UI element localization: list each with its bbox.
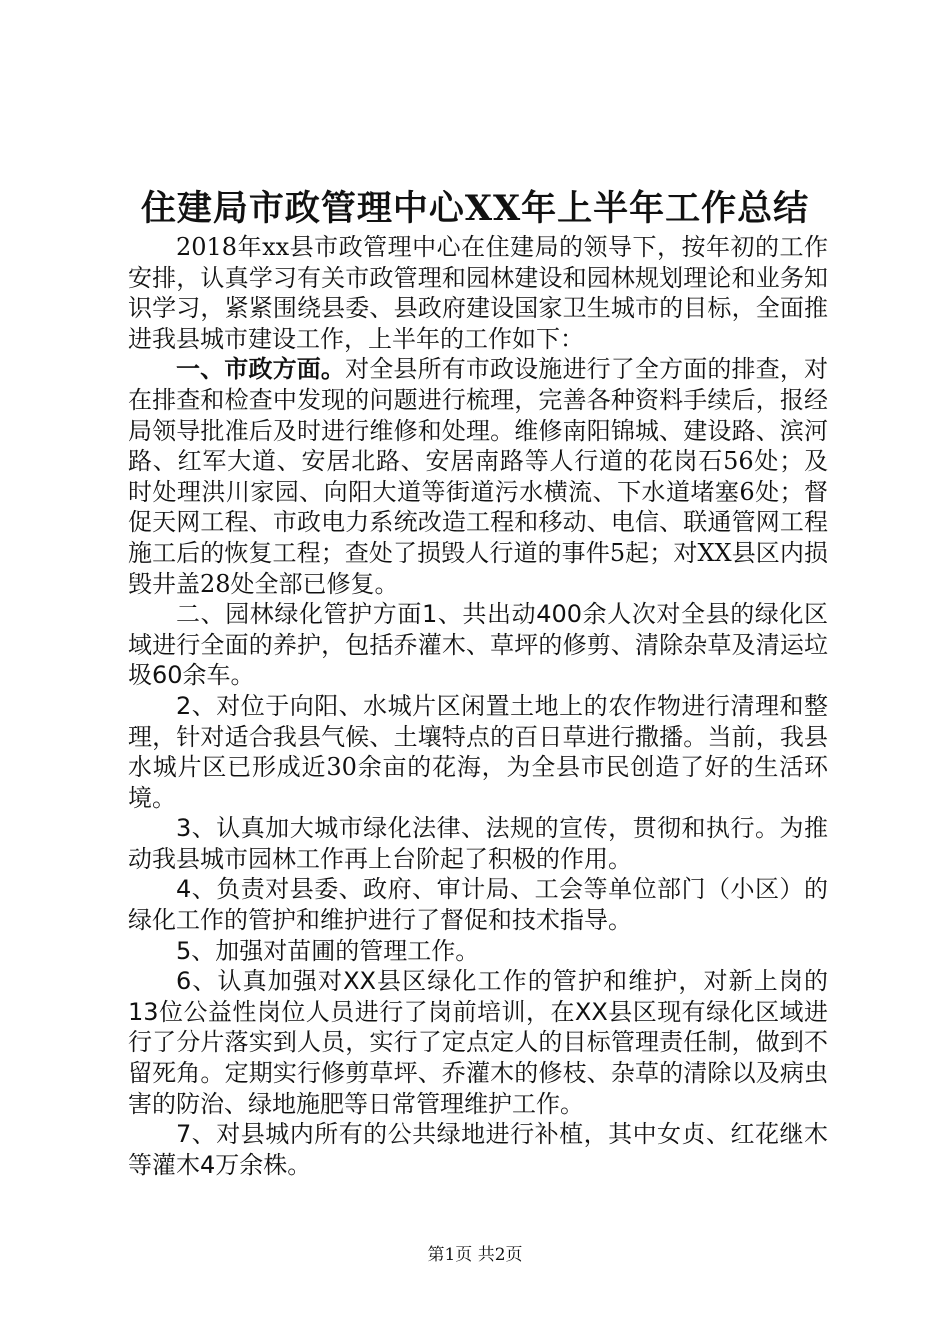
- greening-item-6-paragraph: [128, 966, 828, 1119]
- greening-item-6-lead: 6、认真加强对XX县区绿化工作的管护和维护，对新上岗的13位公益性岗位人员进行了岗前培训，在XX县区现有绿化区域进行了分片落实到人员，实行了定点定人的目标管理责任制，做到不留死角。: [128, 967, 828, 1088]
- greening-item-5-text: 5、加强对苗圃的管理工作。: [176, 936, 480, 965]
- greening-item-5-paragraph: [128, 936, 828, 967]
- greening-item-2-text: 当前，我县水城片区已形成近30余亩的花海，为全县市民创造了好的生活环境。: [128, 722, 829, 812]
- intro-text: 2018年xx县市政管理中心在住建局的领导下，按年初的工作安排，认真学习有关市政管理和园林建设和园林规划理论和业务知识学习，紧紧围绕县委、县政府建设国家卫生城市的目标，全面推进我县城市建设工作，上半年的工作如下：: [128, 233, 828, 353]
- greening-item-6-text: 定期实行修剪草坪、乔灌木的修枝、杂草的清除以及病虫害的防治、绿地施肥等日常管理维护工作。: [128, 1059, 829, 1118]
- page-number-footer: 第1页 共2页: [427, 1245, 523, 1265]
- document-body: [128, 232, 828, 1180]
- greening-item-4-paragraph: [128, 874, 828, 935]
- greening-item-2-lead: 2、对位于向阳、水城片区闲置土地上的农作物进行清理和整理，针对适合我县气候、土壤特点的百日草进行撒播。: [128, 691, 828, 751]
- municipal-section-paragraph: [128, 354, 828, 599]
- greening-item-4-text: 4、负责对县委、政府、审计局、工会等单位部门（小区）的绿化工作的管护和维护进行了督促和技术指导。: [128, 875, 828, 935]
- intro-paragraph: [128, 232, 828, 354]
- municipal-section-text: 对全县所有市政设施进行了全方面的排查，对在排查和检查中发现的问题进行梳理，完善各种资料手续后，报经局领导批准后及时进行维修和处理。维修南阳锦城、建设路、滨河路、红军大道、安居北路、安居南路等人行道的花岗石56处；及时处理洪川家园、向阳大道等街道污水横流、下水道堵塞6处；督促天网工程、市政电力系统改造工程和移动、电信、联通管网工程施工后的恢复工程；查处了损毁人行道的事件5起；对XX县区内损毁井盖28处全部已修复。: [128, 355, 828, 598]
- municipal-section-heading: 一、市政方面。: [176, 355, 346, 384]
- greening-item-3-text: 为推动我县城市园林工作再上台阶起了积极的作用。: [128, 814, 828, 873]
- greening-item-2-paragraph: [128, 691, 828, 813]
- greening-item-1-paragraph: [128, 599, 828, 691]
- greening-item-3-paragraph: [128, 813, 828, 874]
- greening-item-3-lead: 3、认真加大城市绿化法律、法规的宣传，贯彻和执行。: [176, 814, 780, 843]
- greening-item-1-text: 二、园林绿化管护方面1、共出动400余人次对全县的绿化区域进行全面的养护，包括乔灌木、草坪的修剪、清除杂草及清运垃圾60余车。: [128, 600, 828, 690]
- greening-item-7-text: 7、对县城内所有的公共绿地进行补植，其中女贞、红花继木等灌木4万余株。: [128, 1120, 828, 1179]
- document-title: 住建局市政管理中心XX年上半年工作总结: [140, 188, 810, 229]
- greening-item-7-paragraph: [128, 1119, 828, 1180]
